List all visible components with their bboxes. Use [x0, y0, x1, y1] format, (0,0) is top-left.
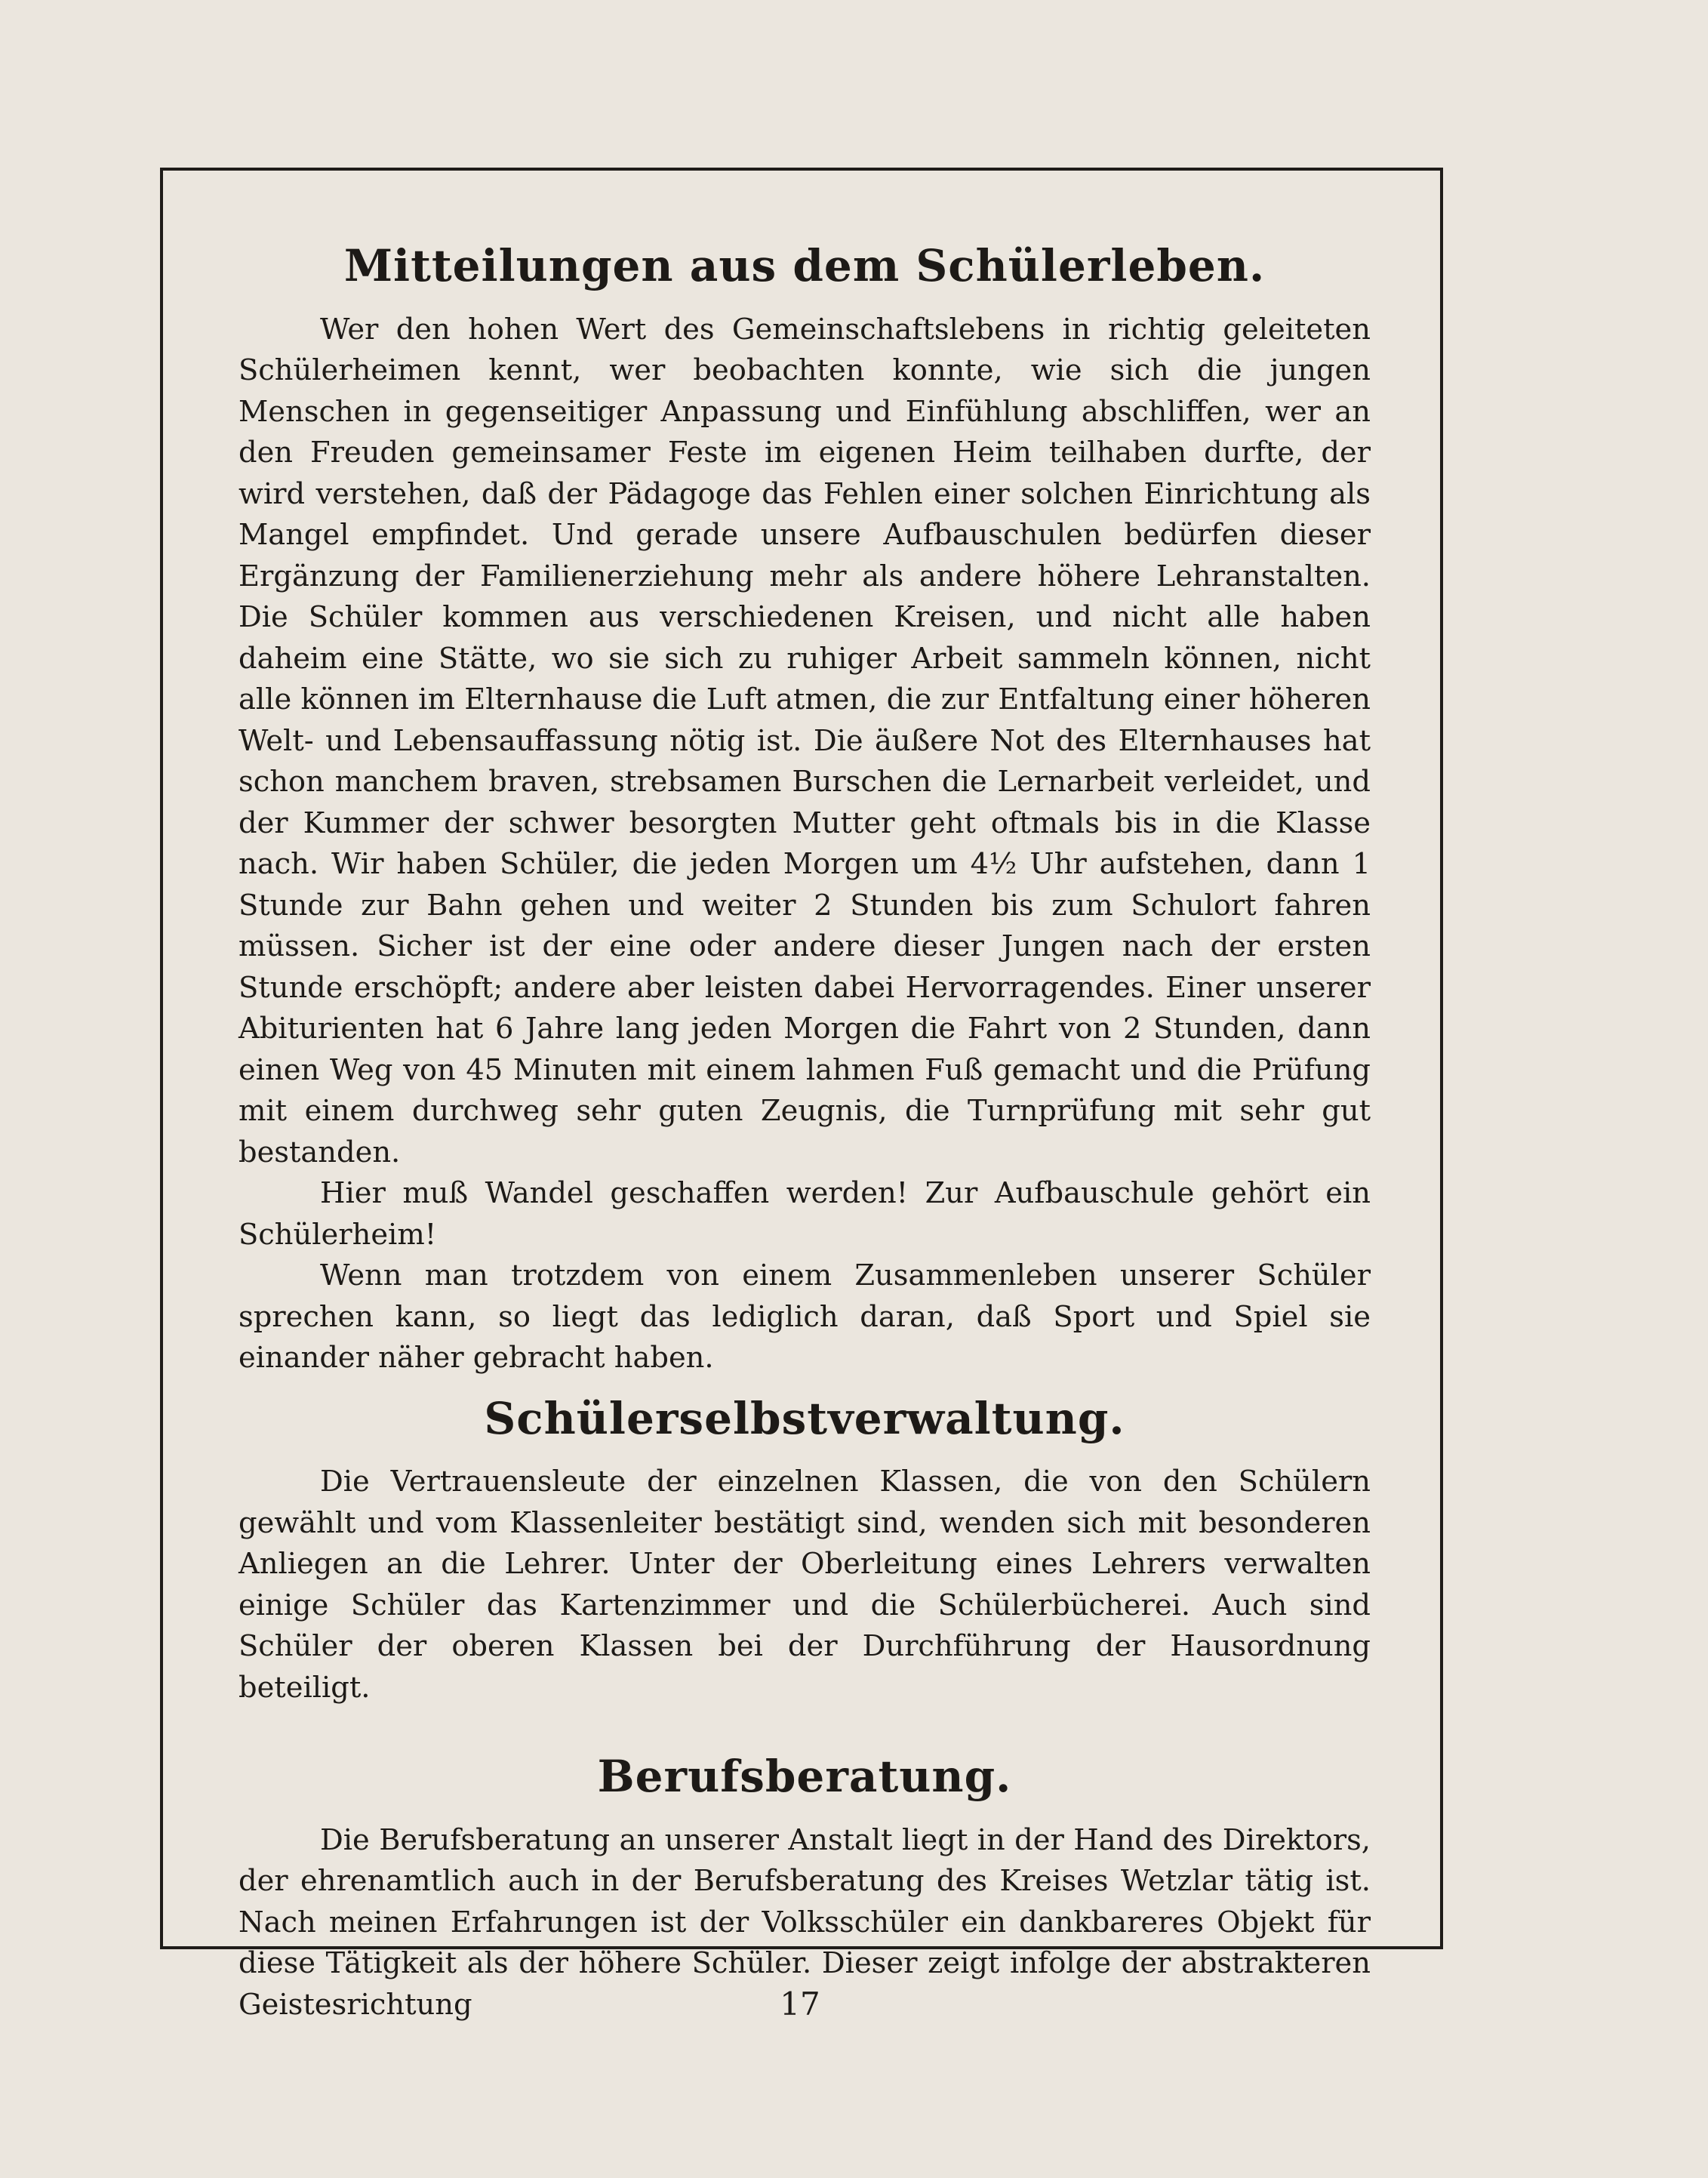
paragraph-sport-und-spiel: Wenn man trotzdem von einem Zusammenleben unserer Schüler sprechen kann, so liegt das lediglich daran, daß Sport und Spiel sie einander näher gebracht haben.: [239, 1258, 1371, 1375]
section-heading-schuelerleben: Mitteilungen aus dem Schülerleben.: [343, 240, 1266, 291]
paragraph-berufsberatung: Die Berufsberatung an unserer Anstalt liegt in der Hand des Direktors, der ehrenamtlich auch in der Berufsberatung des Kreises Wetzlar tätig ist. Nach meinen Erfahrungen ist der Volksschüler ein dankbareres Objekt für diese Tätigkeit als der höhere Schüler. Dieser zeigt infolge der abstrakteren Geistesrichtung: [239, 1822, 1371, 2022]
page-content: [239, 240, 1371, 2026]
section-heading-selbstverwaltung: Schülerselbstverwaltung.: [484, 1392, 1125, 1444]
paragraph-wandel: Hier muß Wandel geschaffen werden! Zur Aufbauschule gehört ein Schülerheim!: [239, 1176, 1371, 1252]
page-number: 17: [780, 1985, 820, 2022]
paragraph-vertrauensleute: Die Vertrauensleute der einzelnen Klassen, die von den Schülern gewählt und vom Klassenleiter bestätigt sind, wenden sich mit besonderen Anliegen an die Lehrer. Unter der Oberleitung eines Lehrers verwalten einige Schüler das Kartenzimmer und die Schülerbücherei. Auch sind Schüler der oberen Klassen bei der Durchführung der Hausordnung beteiligt.: [239, 1465, 1371, 1705]
paragraph-schuelerheim-intro: Wer den hohen Wert des Gemeinschaftslebens in richtig geleiteten Schülerheimen kennt, wer beobachten konnte, wie sich die jungen Menschen in gegenseitiger Anpassung und Einfühlung abschliffen, wer an den Freuden gemeinsamer Feste im eigenen Heim teilhaben durfte, der wird verstehen, daß der Pädagoge das Fehlen einer solchen Einrichtung als Mangel empfindet. Und gerade unsere Aufbauschulen bedürfen dieser Ergänzung der Familienerziehung mehr als andere höhere Lehranstalten. Die Schüler kommen aus verschiedenen Kreisen, und nicht alle haben daheim eine Stätte, wo sie sich zu ruhiger Arbeit sammeln können, nicht alle können im Elternhause die Luft atmen, die zur Entfaltung einer höheren Welt- und Lebensauffassung nötig ist. Die äußere Not des Elternhauses hat schon manchem braven, strebsamen Burschen die Lernarbeit verleidet, und der Kummer der schwer besorgten Mutter geht oftmals bis in die Klasse nach. Wir haben Schüler, die jeden Morgen um 4½ Uhr aufstehen, dann 1 Stunde zur Bahn gehen und weiter 2 Stunden bis zum Schulort fahren müssen. Sicher ist der eine oder andere dieser Jungen nach der ersten Stunde erschöpft; andere aber leisten dabei Hervorragendes. Einer unserer Abiturienten hat 6 Jahre lang jeden Morgen die Fahrt von 2 Stunden, dann einen Weg von 45 Minuten mit einem lahmen Fuß gemacht und die Prüfung mit einem durchweg sehr guten Zeugnis, die Turnprüfung mit sehr gut bestanden.: [239, 312, 1371, 1169]
section-heading-berufsberatung: Berufsberatung.: [597, 1751, 1012, 1803]
